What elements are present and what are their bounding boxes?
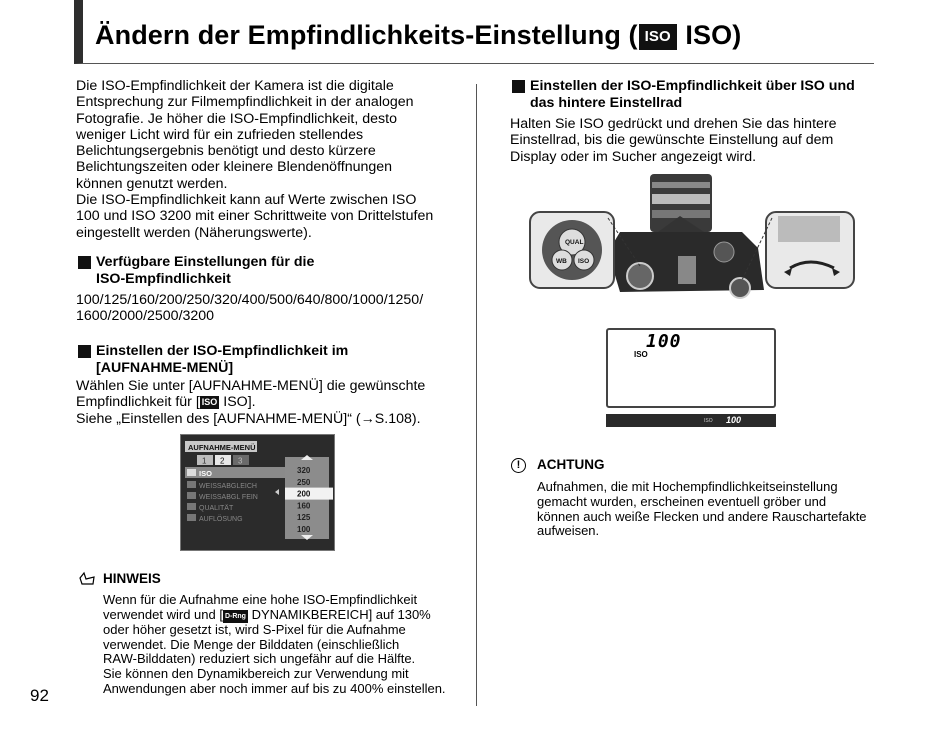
instruction-line [76,394,425,410]
menu-tab-2: 2 [220,456,225,466]
dynamic-range-icon: D-Rng [223,610,248,623]
menu-value-item: 320 [297,466,311,475]
intro-line: Belichtungsergebnis benötigt und desto kürzere [76,143,376,160]
title-text-start: Ändern der Empfindlichkeits-Einstellung ( [95,20,638,50]
hint-line: verwendet. Die Menge der Bilddaten (einschließlich [103,636,400,652]
iso-mode-icon: ISO [201,397,218,408]
heading-line: Einstellen der ISO-Empfindlichkeit im [96,343,349,359]
values-line: 100/125/160/200/250/320/400/500/640/800/1000/1250/ [76,292,424,308]
menu-item-quality: QUALITÄT [199,505,234,512]
viewfinder-display [606,414,776,427]
intro-line: Die ISO-Empfindlichkeit der Kamera ist die digitale [76,78,394,94]
intro-line: Die ISO-Empfindlichkeit kann auf Werte zwischen ISO [76,192,417,209]
hint-line: Sie können den Dynamikbereich zur Verwendung mit [103,666,409,682]
hint-heading: HINWEIS [103,571,161,586]
intro-paragraph [76,78,433,241]
menu-tab-3: 3 [238,456,243,466]
menu-value-item: 200 [297,489,311,499]
intro-line: 100 und ISO 3200 mit einer Schrittweite von Drittelstufen [76,208,434,225]
heading-line: das hintere Einstellrad [530,94,683,111]
instruction-line: Display oder im Sucher angezeigt wird. [510,148,757,165]
heading-line: Einstellen der ISO-Empfindlichkeit über ISO und [530,78,855,94]
hint-icon [78,570,96,586]
menu-tab-1: 1 [202,456,207,466]
intro-line: weniger Licht wird für ein zufrieden stellendes [76,126,364,143]
intro-line: eingestellt werden (Näherungswerte). [76,224,312,241]
warning-line: gemacht wurden, erscheinen eventuell gröber und [537,493,827,509]
warning-body [537,480,867,539]
menu-item-size: AUFLÖSUNG [199,516,243,523]
intro-line: können genutzt werden. [76,175,228,192]
heading-line: Verfügbare Einstellungen für die [96,254,315,270]
instruction-line: Halten Sie ISO gedrückt und drehen Sie das hintere [510,116,837,132]
section-bullet [78,256,91,269]
iso-button-label: ISO [578,258,590,265]
warning-heading: ACHTUNG [537,457,605,472]
menu-item-iso: ISO [199,469,212,478]
hint-line: Anwendungen aber noch immer auf bis zu 400% einstellen. [103,680,446,696]
hint-line: RAW-Bilddaten) reduziert sich ungefähr auf die Hälfte. [103,651,416,667]
hint-body [103,593,446,697]
heading-line: [AUFNAHME-MENÜ] [96,359,234,376]
instruction-line: Siehe „Einstellen des [AUFNAHME-MENÜ]“ (→S.108). [76,410,421,427]
hint-text: verwendet wird und [ [103,606,223,622]
lcd-iso-label: ISO [634,350,648,359]
warning-line: aufweisen. [537,523,600,539]
section-heading-dial [530,78,855,111]
section-heading-menu [96,343,348,376]
instruction-line: Wählen Sie unter [AUFNAHME-MENÜ] die gewünschte [76,378,426,394]
menu-instructions [76,378,425,427]
iso-values-list [76,292,423,325]
menu-value-item: 160 [297,501,311,511]
values-line: 1600/2000/2500/3200 [76,308,215,325]
page-number: 92 [30,686,49,705]
hint-line: oder höher gesetzt ist, wird S-Pixel für die Aufnahme [103,621,406,637]
dial-instructions [510,116,837,165]
menu-value-item: 125 [297,513,311,523]
top-lcd-panel [606,328,776,408]
viewfinder-iso-value: 100 [726,415,742,425]
lcd-iso-value: 100 [646,331,682,352]
instruction-text: Empfindlichkeit für [ [76,394,200,411]
warning-icon: ! [511,458,526,473]
shooting-menu-screenshot [180,434,335,551]
hint-line [103,608,446,623]
section-bullet [78,345,91,358]
menu-item-wb-fine: WEISSABGL FEIN [199,494,258,501]
viewfinder-iso-label: ISO [704,418,713,424]
instruction-line: Einstellrad, bis die gewünschte Einstellung auf dem [510,132,834,149]
camera-illustration [528,172,858,306]
intro-line: Belichtungszeiten oder kleinere Blendenöffnungen [76,159,393,176]
qual-button-label: QUAL [565,239,584,246]
column-divider [476,84,477,706]
title-text-end: ISO) [677,20,742,50]
menu-value-item: 100 [297,525,311,534]
page-title [95,20,741,51]
intro-line: Entsprechung zur Filmempfindlichkeit in der analogen [76,94,414,111]
wb-button-label: WB [556,258,567,265]
hint-line: Wenn für die Aufnahme eine hohe ISO-Empfindlichkeit [103,592,418,607]
menu-screenshot-art [181,435,334,550]
iso-mode-icon: ISO [640,25,676,49]
instruction-text: ISO]. [219,394,256,411]
section-heading-available [96,254,314,287]
intro-line: Fotografie. Je höher die ISO-Empfindlichkeit, desto [76,110,397,127]
menu-title: AUFNAHME-MENÜ [188,443,256,452]
heading-line: ISO-Empfindlichkeit [96,270,231,287]
section-bullet [512,80,525,93]
warning-line: können auch weiße Flecken und andere Rauschartefakte [537,508,867,524]
menu-item-wb: WEISSABGLEICH [199,483,257,490]
menu-value-item: 250 [297,477,311,487]
warning-line: Aufnahmen, die mit Hochempfindlichkeitseinstellung [537,479,838,494]
hint-text: DYNAMIKBEREICH] auf 130% [247,606,431,622]
